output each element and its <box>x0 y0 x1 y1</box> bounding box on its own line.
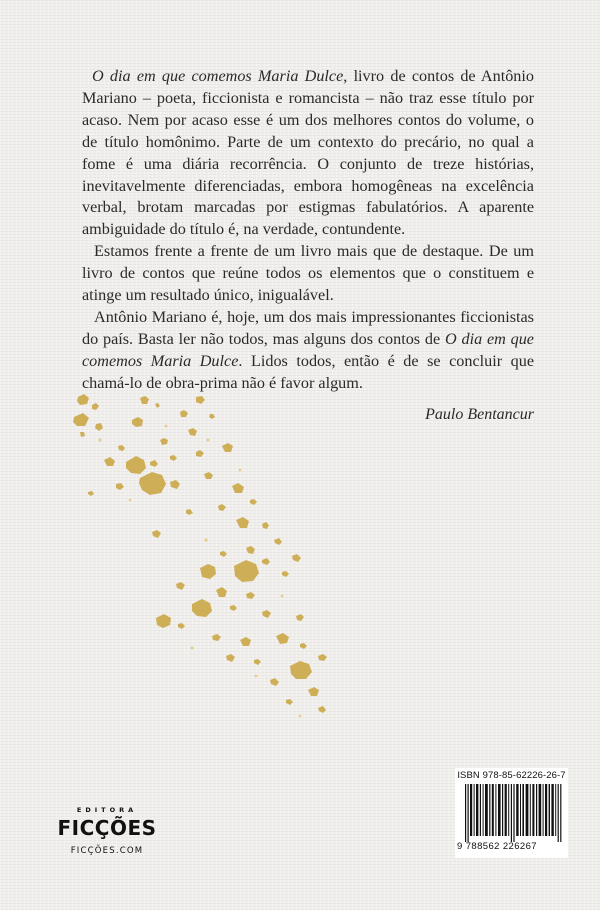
publisher-logo <box>52 806 162 866</box>
book-title-italic: O dia em que comemos Maria Dulce <box>92 67 344 85</box>
isbn-barcode-box <box>455 768 568 858</box>
blurb-paragraph-3-before: Antônio Mariano é, hoje, um dos mais impressionantes ficcionistas do país. Basta ler não todos, mas alguns dos contos de <box>82 307 534 348</box>
blurb-paragraph-1 <box>82 66 534 241</box>
blurb-paragraph-1-text: , livro de contos de Antônio Mariano – poeta, ficcionista e romancista – não traz esse título por acaso. Nem por acaso esse é um dos melhores contos do volume, o de título homônimo. Parte de um contexto do precário, no qual a fome é uma diária recorrência. O conjunto de treze histórias, inevitavelmente diferenciadas, embora homogêneas na excelência verbal, brotam marcadas por estigmas fabulatórios. A aparente ambiguidade do título é, na verdade, contundente. <box>82 67 534 239</box>
book-title-italic: O dia em que comemos Maria Dulce <box>82 329 534 370</box>
blurb-paragraph-3 <box>82 307 534 395</box>
logo-publisher-name: FICÇÕES <box>57 816 157 840</box>
barcode-digits: 9 788562 226267 <box>457 841 537 852</box>
logo-editora-label: EDITORA <box>76 806 138 814</box>
back-cover-blurb <box>82 66 534 395</box>
blurb-paragraph-3-after: . Lidos todos, então é de se concluir que chamá-lo de obra-prima não é favor algum. <box>82 351 534 392</box>
blurb-paragraph-2: Estamos frente a frente de um livro mais que de destaque. De um livro de contos que reúne todos os elementos que o constituem e atinge um resultado único, inigualável. <box>82 242 534 305</box>
isbn-label: ISBN 978-85-62226-26-7 <box>457 770 566 781</box>
barcode-icon <box>461 784 565 842</box>
logo-publisher-url: FICÇÕES.COM <box>70 846 144 856</box>
blurb-author: Paulo Bentancur <box>425 406 534 423</box>
